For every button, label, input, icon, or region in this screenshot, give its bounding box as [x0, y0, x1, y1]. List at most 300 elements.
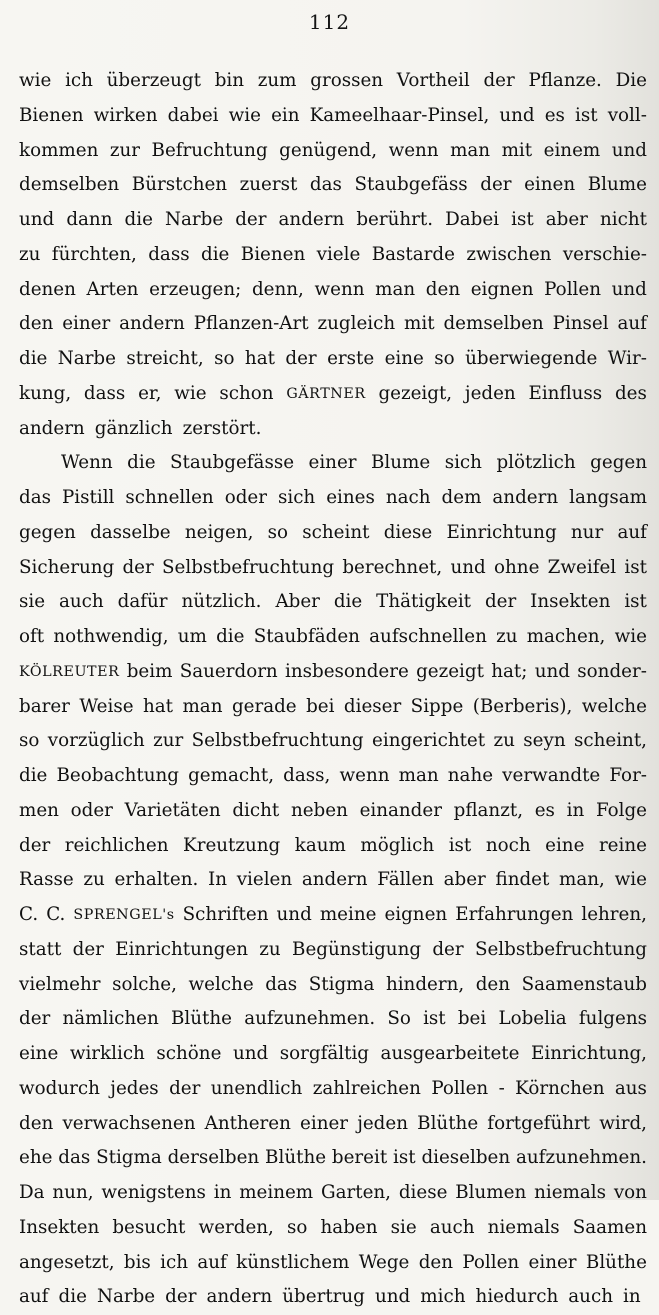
word: Selbstbefruchtung — [162, 556, 335, 578]
word: das — [58, 1147, 91, 1169]
word: For- — [609, 765, 647, 786]
word: andern — [301, 869, 368, 891]
word: man — [450, 139, 491, 161]
word: demselben — [19, 174, 120, 196]
word: dasselbe — [90, 521, 171, 543]
word: berechnet, — [342, 556, 443, 578]
word: Wenn — [61, 452, 113, 474]
word: Blume — [587, 174, 647, 196]
text-line — [19, 829, 647, 864]
word: Sippe — [410, 695, 464, 717]
word: grossen — [310, 70, 384, 91]
word: den — [19, 313, 54, 335]
word: Staubgefässe — [170, 452, 295, 474]
word: gezeigt — [416, 660, 484, 682]
word: zugleich — [317, 313, 396, 335]
word: ist — [393, 1147, 416, 1169]
word: und — [276, 904, 312, 925]
word: men — [19, 799, 59, 821]
paragraph — [19, 446, 647, 1315]
word: in — [566, 799, 585, 821]
word: andern — [19, 417, 85, 439]
word: und — [499, 104, 535, 126]
word: Aber — [275, 591, 320, 613]
word: dieser — [343, 695, 402, 717]
word: neigen, — [184, 521, 254, 543]
text-line — [19, 412, 647, 447]
word: Kameelhaar-Pinsel, — [309, 104, 490, 126]
word: Wir- — [607, 348, 647, 369]
word: einer — [300, 1112, 349, 1134]
word: auf — [197, 1251, 227, 1273]
word: Pollen — [544, 278, 601, 300]
word: meine — [319, 904, 377, 925]
word: sie — [390, 1216, 417, 1238]
word: die — [19, 348, 48, 369]
word: der — [235, 209, 267, 230]
text-line — [19, 863, 647, 898]
word: jedes — [110, 1077, 159, 1099]
word: dass, — [283, 765, 331, 786]
word: Blüthe — [585, 1251, 647, 1273]
word: seyn — [523, 730, 566, 752]
text-line — [19, 1037, 647, 1072]
word: Pollen — [462, 1251, 520, 1273]
word: zu — [83, 869, 105, 891]
word: aber — [443, 869, 486, 891]
word: nun, — [52, 1182, 94, 1203]
word: Vortheil — [396, 70, 470, 91]
word: hindern, — [385, 973, 465, 995]
word: Garten, — [320, 1182, 391, 1203]
word: nach — [385, 487, 431, 508]
word: Weise — [79, 695, 134, 717]
word: zum — [257, 70, 297, 91]
word: Saamen — [572, 1216, 647, 1238]
word: Bastarde — [371, 243, 455, 265]
text-line — [19, 1107, 647, 1142]
word: der — [285, 348, 317, 369]
word: vorzüglich — [47, 730, 145, 752]
word: Selbstbefruchtung — [474, 938, 647, 960]
word: ohne — [494, 556, 540, 578]
word: und — [611, 278, 647, 300]
word: sich — [277, 487, 316, 508]
text-line — [19, 203, 647, 238]
word: reichlichen — [64, 834, 169, 856]
word: sich — [444, 452, 482, 474]
word: Narbe — [96, 1286, 156, 1308]
word: langsam — [569, 487, 647, 508]
word: nützlich. — [181, 591, 262, 613]
word: Arten — [86, 278, 139, 300]
word: bis — [123, 1251, 151, 1273]
word: in — [213, 1182, 232, 1203]
word: den — [475, 973, 511, 995]
paragraph — [19, 64, 647, 446]
word: dem — [441, 487, 482, 508]
word: andern — [278, 209, 345, 230]
word: ich — [65, 70, 93, 91]
word: hat; — [491, 660, 528, 682]
word: diese — [398, 1182, 448, 1203]
word: wenn — [388, 139, 439, 161]
word: und — [611, 139, 647, 161]
word: - — [498, 1077, 505, 1099]
word: derselben — [167, 1147, 260, 1169]
word: in — [623, 1286, 641, 1308]
word: demselben — [443, 313, 544, 335]
text-line — [19, 1246, 647, 1281]
text-line — [19, 1211, 647, 1246]
word: so — [19, 730, 40, 752]
text-line — [19, 64, 647, 99]
word: diese — [383, 521, 433, 543]
word: einem — [543, 139, 601, 161]
word: jeden — [357, 1112, 408, 1134]
word: In — [208, 869, 228, 891]
word: Erfahrungen — [455, 904, 574, 925]
word: und — [19, 209, 55, 230]
word: bin — [214, 70, 245, 91]
word: Saamenstaub — [521, 973, 647, 995]
word: Stigma — [308, 973, 375, 995]
word: bei — [457, 1008, 487, 1030]
word: zwischen — [466, 243, 552, 265]
word: schon — [219, 382, 274, 404]
word: und — [232, 1043, 269, 1064]
word: solche, — [112, 973, 177, 995]
word: Stigma — [96, 1147, 162, 1169]
word: Lobelia — [498, 1008, 567, 1030]
word: vielmehr — [19, 973, 101, 995]
word: ist — [448, 834, 472, 856]
word: noch — [485, 834, 531, 856]
text-line — [19, 655, 647, 690]
word: C. — [46, 904, 66, 925]
word: der — [19, 1008, 51, 1030]
word: Zweifel — [547, 556, 617, 578]
word: wenn — [339, 765, 390, 786]
text-line — [19, 99, 647, 134]
word: barer — [19, 695, 70, 717]
word: Pollen — [431, 1077, 489, 1099]
word: wirklich — [69, 1043, 145, 1064]
word: Befruchtung — [151, 139, 268, 161]
word: möglich — [360, 834, 435, 856]
word: ein — [271, 104, 300, 126]
word: nahe — [447, 765, 494, 786]
word: sorgfältig — [279, 1043, 369, 1064]
text-line — [19, 273, 647, 308]
word: hat — [244, 348, 275, 369]
word: scheint, — [574, 730, 647, 752]
word: haben — [320, 1216, 378, 1238]
word: machen, — [526, 626, 606, 647]
word: der — [122, 556, 154, 578]
word: sonder- — [577, 660, 647, 682]
word: Blumen — [455, 1182, 527, 1203]
word: Blume — [371, 452, 431, 474]
word: übertrug — [282, 1286, 365, 1308]
word: Bienen — [240, 243, 306, 265]
page-number: 112 — [308, 10, 351, 34]
word: oft — [19, 626, 45, 647]
word: verwandte — [502, 765, 601, 786]
text-line — [19, 168, 647, 203]
word: es — [544, 104, 565, 126]
word: erhalten. — [114, 869, 199, 891]
word: eignen — [384, 904, 448, 925]
word: welche — [581, 695, 647, 717]
text-line — [19, 307, 647, 342]
word: der — [169, 1077, 201, 1099]
word: ausgearbeitete — [380, 1043, 520, 1064]
word: dass — [83, 382, 126, 404]
word: werden, — [198, 1216, 274, 1238]
word: auf — [617, 521, 647, 543]
text-line — [19, 446, 647, 481]
word: und — [450, 556, 486, 578]
word: andern — [206, 1286, 273, 1308]
word: eine — [545, 834, 585, 856]
word: Sauerdorn — [179, 660, 278, 682]
word: auf — [19, 1286, 49, 1308]
word: aber — [545, 209, 588, 230]
word: welche — [188, 973, 254, 995]
word: von — [613, 1182, 647, 1203]
word: plötzlich — [496, 452, 576, 474]
word: beim — [126, 660, 173, 682]
word: eingerichtet — [372, 730, 486, 752]
word: überzeugt — [106, 70, 201, 91]
word: hat — [142, 695, 174, 717]
word: der — [72, 938, 104, 960]
word: Bürstchen — [131, 174, 228, 196]
text-line — [19, 377, 647, 412]
text-line — [19, 238, 647, 273]
text-line — [19, 724, 647, 759]
word: C. — [19, 904, 39, 925]
word: der — [432, 938, 464, 960]
word: angesetzt, — [19, 1251, 115, 1273]
word: des — [614, 382, 647, 404]
word: Rasse — [19, 869, 74, 891]
word: Schriften — [182, 904, 269, 925]
word: berührt. — [356, 209, 434, 230]
word: den — [418, 1251, 453, 1273]
word: insbesondere — [285, 660, 409, 682]
word: gegen — [19, 521, 76, 543]
word: so — [267, 521, 289, 543]
text-line — [19, 1141, 647, 1176]
word: die — [201, 243, 230, 265]
word: oder — [224, 487, 267, 508]
word: gänzlich — [94, 417, 173, 439]
word: bei — [306, 695, 335, 717]
word: wie — [614, 869, 647, 891]
word: um — [177, 626, 207, 647]
word: schnellen — [125, 487, 214, 508]
word: dafür — [117, 591, 168, 613]
word: die — [127, 452, 156, 474]
word: nothwendig, — [53, 626, 169, 647]
word: ehe — [19, 1147, 53, 1169]
word: künstlichem — [236, 1251, 350, 1273]
word: statt — [19, 938, 62, 960]
word: Thätigkeit — [376, 591, 472, 613]
word: kaum — [294, 834, 346, 856]
word: eine — [19, 1043, 59, 1064]
word: man — [375, 278, 416, 300]
word: voll- — [607, 104, 647, 126]
word: auch — [429, 1216, 475, 1238]
word: fürchten, — [51, 243, 137, 265]
word: wird, — [599, 1112, 647, 1134]
word: viele — [316, 243, 361, 265]
word: der — [480, 174, 512, 196]
word: eignen — [470, 278, 534, 300]
word: Fällen — [377, 869, 434, 891]
word: Pinsel — [552, 313, 609, 335]
text-line — [19, 481, 647, 516]
word: Begünstigung — [292, 938, 422, 960]
word: wie — [228, 104, 261, 126]
text-line — [19, 620, 647, 655]
word: Narbe — [164, 209, 224, 230]
word: Staubfäden — [253, 626, 360, 647]
word: man, — [559, 869, 605, 891]
word: Kreutzung — [183, 834, 281, 856]
word: nur — [570, 521, 604, 543]
word: zu — [19, 243, 41, 265]
word: verwachsenen — [62, 1112, 196, 1134]
word: ist — [423, 1008, 446, 1030]
text-line — [19, 1002, 647, 1037]
word: es — [534, 799, 555, 821]
word: denn, — [251, 278, 304, 300]
text-line — [19, 933, 647, 968]
body-text — [19, 64, 647, 1315]
word: auch — [59, 591, 104, 613]
word: so — [287, 1216, 308, 1238]
word: unendlich — [210, 1077, 303, 1099]
word: fortgeführt — [487, 1112, 591, 1134]
word: Pflanzen-Art — [193, 313, 309, 335]
word: ist — [511, 209, 534, 230]
text-line — [19, 759, 647, 794]
text-line — [19, 968, 647, 1003]
word: Bienen — [19, 104, 84, 126]
word: wie — [174, 382, 207, 404]
word: Die — [615, 70, 647, 91]
word: ich — [160, 1251, 189, 1273]
word: der — [19, 834, 51, 856]
word: Insekten — [19, 1216, 100, 1238]
word: den — [19, 1112, 54, 1134]
word: erzeugen; — [149, 278, 242, 300]
word: zur — [153, 730, 184, 752]
word: fulgens — [578, 1008, 647, 1030]
word: nicht — [599, 209, 647, 230]
word: wenn — [314, 278, 365, 300]
word: Selbstbefruchtung — [191, 730, 364, 752]
word: aus — [614, 1077, 647, 1099]
word: aufzunehmen. — [516, 1147, 647, 1169]
word: einer — [528, 1251, 577, 1273]
word: das — [309, 174, 342, 196]
word: wenigstens — [101, 1182, 206, 1203]
word: gegen — [590, 452, 647, 474]
word: so — [214, 348, 235, 369]
word: gerade — [231, 695, 297, 717]
word: Dabei — [445, 209, 500, 230]
word: schöne — [156, 1043, 222, 1064]
word: SPRENGEL's — [73, 907, 175, 923]
word: zu — [493, 730, 515, 752]
word: dann — [66, 209, 113, 230]
text-line — [19, 1072, 647, 1107]
word: einander — [359, 799, 442, 821]
text-line — [19, 134, 647, 169]
text-line — [19, 690, 647, 725]
word: Antheren — [204, 1112, 291, 1134]
word: aufzunehmen. — [244, 1008, 376, 1030]
word: Varietäten — [124, 799, 221, 821]
word: andern — [492, 487, 559, 508]
word: zahlreichen — [312, 1077, 421, 1099]
word: Da — [19, 1182, 45, 1203]
word: Staubgefäss — [354, 174, 468, 196]
word: mit — [404, 313, 435, 335]
word: kung, — [19, 382, 72, 404]
word: wirken — [93, 104, 158, 126]
word: GÄRTNER — [286, 385, 366, 402]
word: Blüthe — [417, 1112, 479, 1134]
word: Pflanze. — [528, 70, 602, 91]
word: zuerst — [239, 174, 298, 196]
word: KÖLREUTER — [19, 663, 120, 680]
word: besucht — [112, 1216, 186, 1238]
word: man — [182, 695, 223, 717]
word: zu — [259, 938, 281, 960]
word: Folge — [595, 799, 647, 821]
word: zur — [109, 139, 141, 161]
word: Sicherung — [19, 556, 115, 578]
word: dicht — [232, 799, 280, 821]
word: Körnchen — [515, 1077, 605, 1099]
word: und — [534, 660, 570, 682]
word: der — [483, 70, 515, 91]
word: dass — [148, 243, 190, 265]
word: denen — [19, 278, 76, 300]
word: verschie- — [562, 243, 647, 265]
word: das — [19, 487, 51, 508]
word: zu — [496, 626, 518, 647]
word: er, — [138, 382, 162, 404]
word: oder — [70, 799, 113, 821]
word: Einrichtung — [446, 521, 557, 543]
word: niemals — [534, 1182, 606, 1203]
word: die — [333, 591, 363, 613]
word: Einfluss — [528, 382, 603, 404]
word: ist — [624, 591, 647, 613]
word: der — [165, 1286, 197, 1308]
word: bereit — [331, 1147, 388, 1169]
text-line — [19, 585, 647, 620]
text-line — [19, 551, 647, 586]
word: meinem — [239, 1182, 314, 1203]
